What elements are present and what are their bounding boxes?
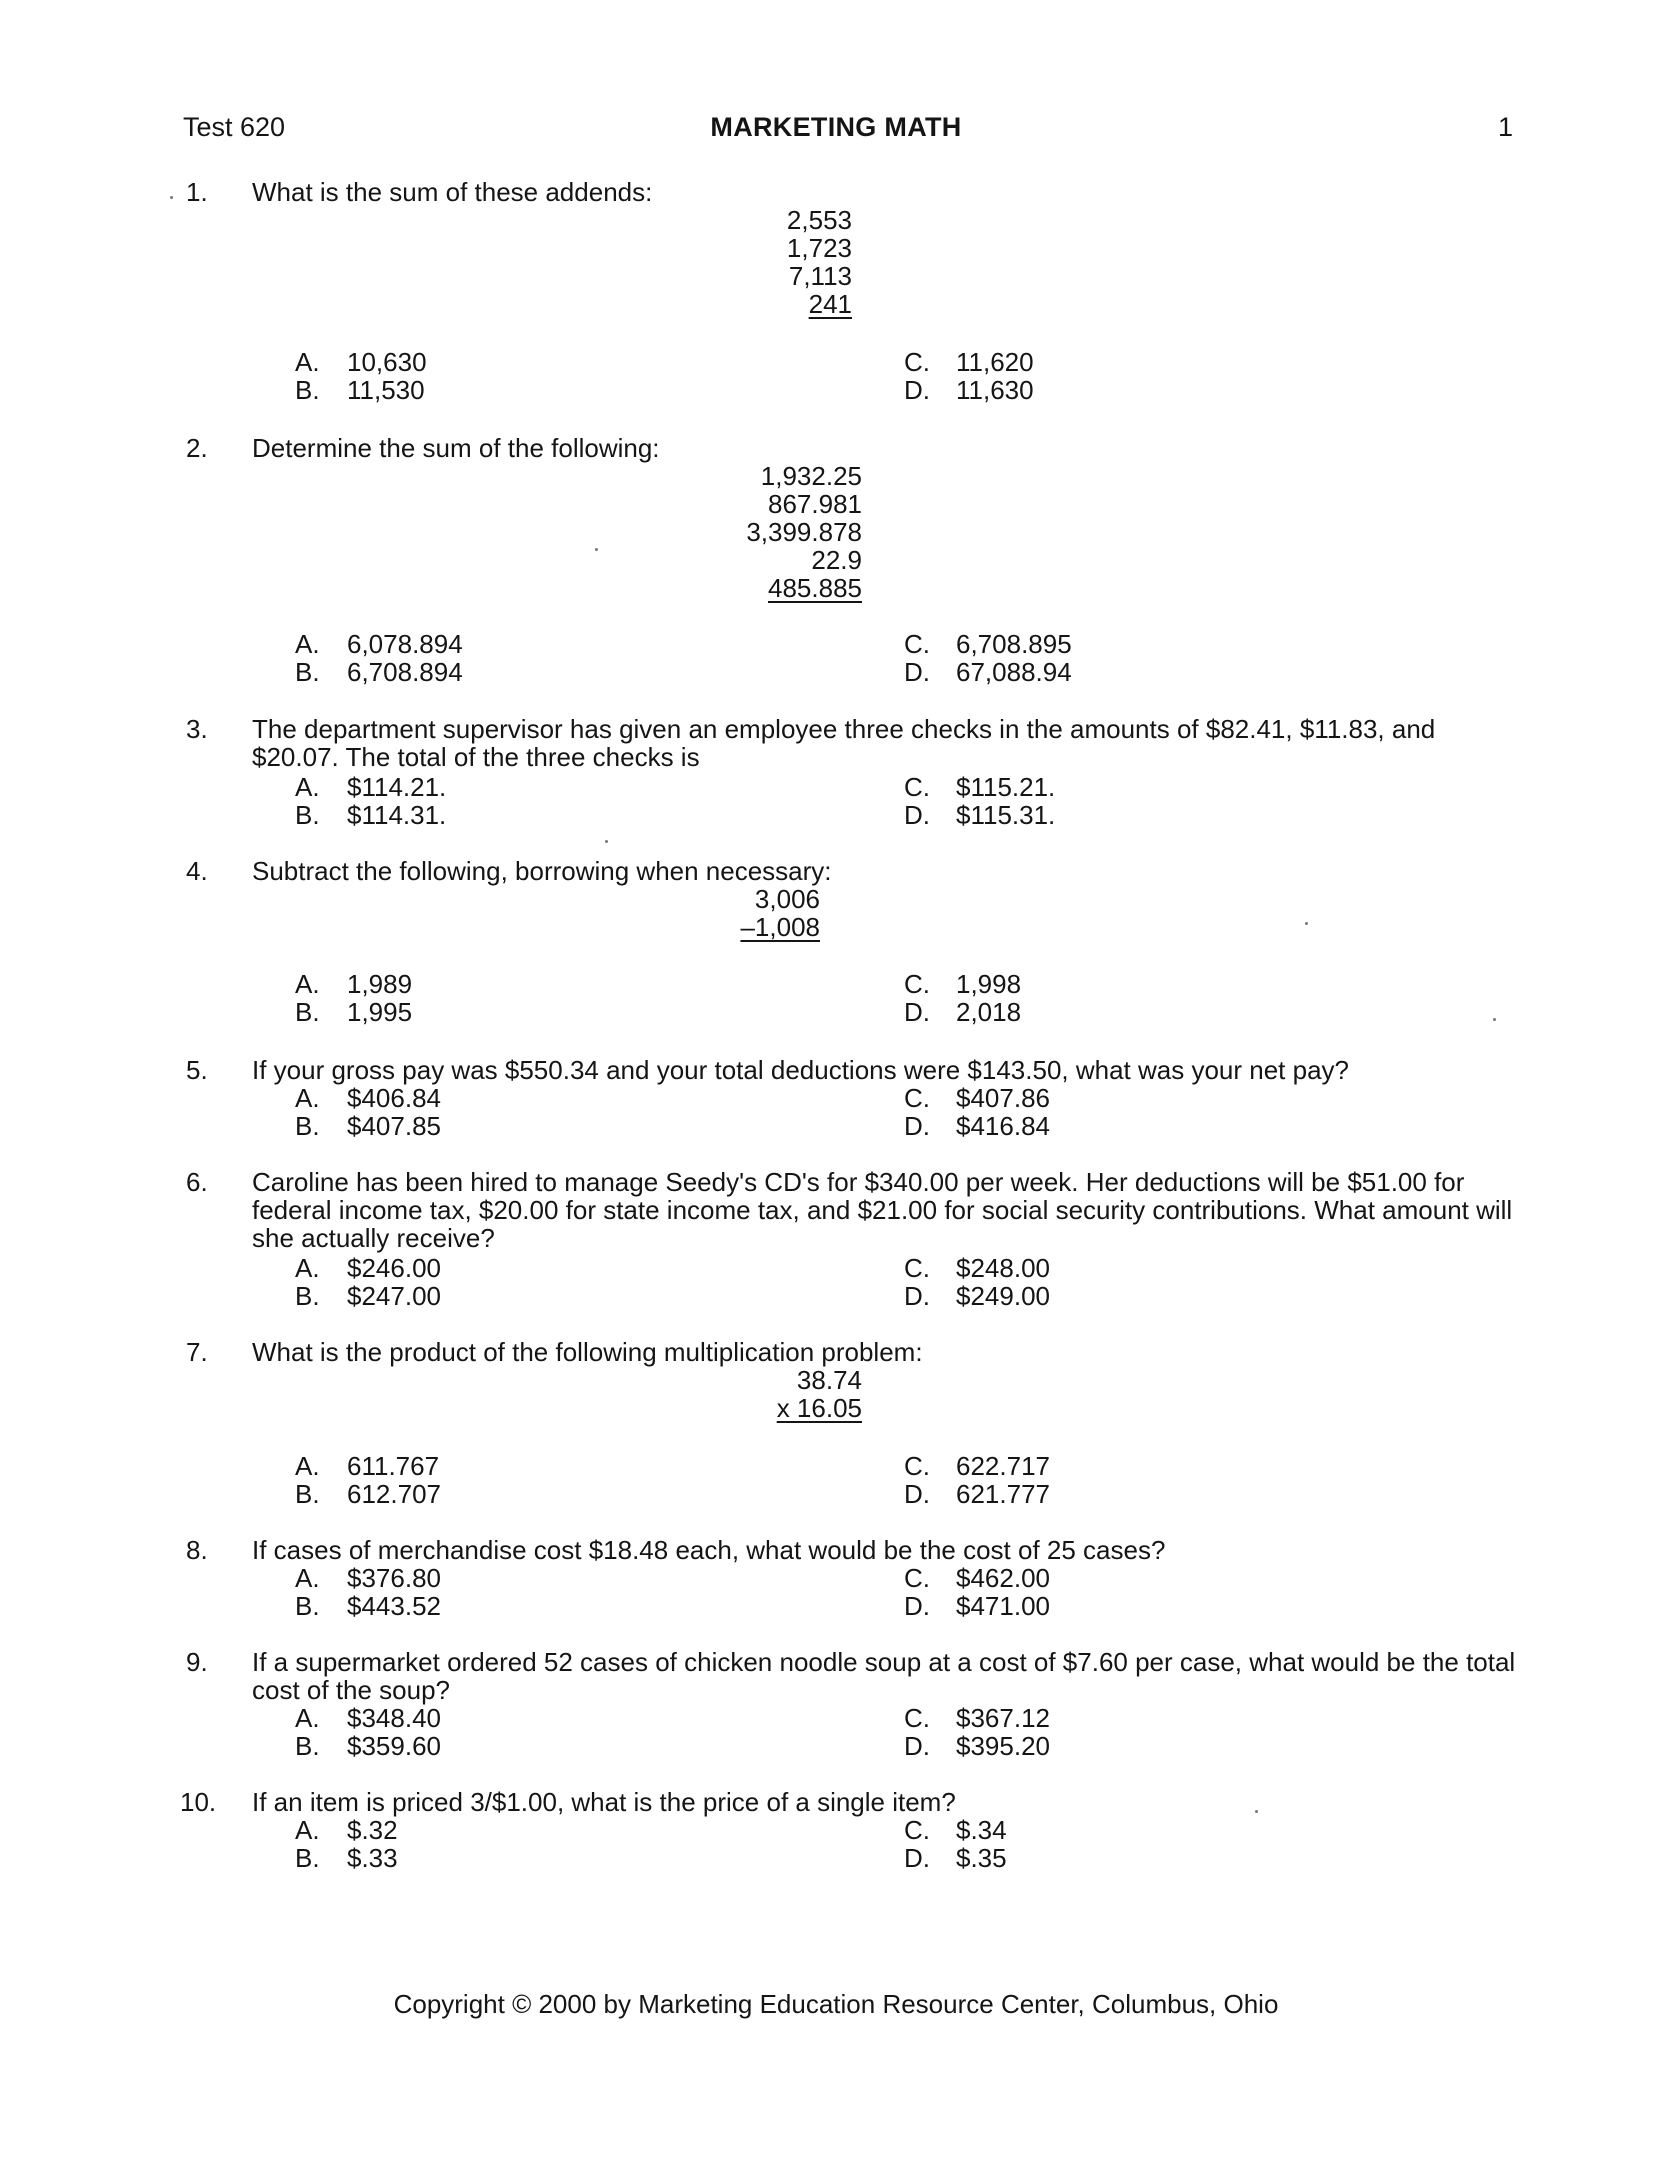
- option-value: 1,998: [956, 969, 1022, 999]
- option-c: C. 1,998: [904, 969, 1022, 999]
- question-text: The department supervisor has given an employee three checks in the amounts of $82.41, $11.83, and $20.07. The total of the three checks is: [252, 714, 1436, 772]
- copyright-footer: Copyright © 2000 by Marketing Education Resource Center, Columbus, Ohio: [393, 1989, 1279, 2019]
- subtraction-figure: [720, 885, 820, 941]
- figure-line: 1,932.25: [760, 461, 862, 491]
- option-value: 10,630: [347, 347, 427, 377]
- question-number: 5.: [186, 1055, 208, 1085]
- option-d: D. $.35: [904, 1843, 1007, 1873]
- question-text: What is the sum of these addends:: [252, 177, 653, 207]
- question-number: 10.: [180, 1787, 217, 1817]
- option-value: $248.00: [956, 1253, 1050, 1283]
- test-label: Test 620: [183, 112, 286, 142]
- option-b: B. 1,995: [295, 997, 413, 1027]
- question-text: Determine the sum of the following:: [252, 433, 660, 463]
- option-a: A. $376.80: [295, 1563, 441, 1593]
- option-value: $406.84: [347, 1083, 441, 1113]
- option-value: $114.31.: [347, 800, 447, 830]
- option-a: A. 6,078.894: [295, 629, 463, 659]
- option-value: $376.80: [347, 1563, 441, 1593]
- question-number: 3.: [186, 714, 208, 744]
- option-value: 6,708.895: [956, 629, 1072, 659]
- option-a: A. 1,989: [295, 969, 413, 999]
- question-text: Subtract the following, borrowing when necessary:: [252, 856, 832, 886]
- figure-line: x 16.05: [776, 1393, 862, 1423]
- multiplication-figure: [760, 1366, 862, 1422]
- option-value: $407.86: [956, 1083, 1050, 1113]
- option-value: $348.40: [347, 1703, 441, 1733]
- option-value: 6,708.894: [347, 657, 463, 687]
- question-text: If your gross pay was $550.34 and your total deductions were $143.50, what was your net pay?: [252, 1055, 1350, 1085]
- figure-line: 22.9: [811, 545, 862, 575]
- scan-speck: [170, 196, 173, 199]
- option-c: C. $248.00: [904, 1253, 1050, 1283]
- option-value: 1,989: [347, 969, 413, 999]
- option-value: $416.84: [956, 1111, 1050, 1141]
- option-value: $249.00: [956, 1281, 1050, 1311]
- option-c: C. 622.717: [904, 1451, 1050, 1481]
- option-value: $471.00: [956, 1591, 1050, 1621]
- option-value: 611.767: [347, 1451, 440, 1481]
- option-value: $443.52: [347, 1591, 441, 1621]
- page-title: MARKETING MATH: [710, 112, 962, 142]
- option-value: 11,620: [956, 347, 1034, 377]
- question-number: 4.: [186, 856, 208, 886]
- option-b: B. 612.707: [295, 1479, 441, 1509]
- option-value: 11,530: [347, 375, 425, 405]
- figure-line: 241: [808, 289, 852, 319]
- option-value: $247.00: [347, 1281, 441, 1311]
- figure-line: 3,006: [754, 884, 820, 914]
- option-value: 67,088.94: [956, 657, 1072, 687]
- option-d: D. $416.84: [904, 1111, 1050, 1141]
- question-number: 9.: [186, 1647, 208, 1677]
- figure-line: 485.885: [768, 573, 862, 603]
- option-b: B. 11,530: [295, 375, 425, 405]
- question-number: 6.: [186, 1167, 208, 1197]
- option-c: C. $115.21.: [904, 772, 1056, 802]
- question-number: 2.: [186, 433, 208, 463]
- option-d: D. 67,088.94: [904, 657, 1072, 687]
- option-value: $462.00: [956, 1563, 1050, 1593]
- question-text: If a supermarket ordered 52 cases of chicken noodle soup at a cost of $7.60 per case, what would be the total cost of the soup?: [252, 1647, 1516, 1705]
- figure-line: 1,723: [786, 233, 852, 263]
- option-value: $367.12: [956, 1703, 1050, 1733]
- option-value: $407.85: [347, 1111, 441, 1141]
- scan-speck: [605, 840, 608, 843]
- option-value: $115.31.: [956, 800, 1056, 830]
- option-c: C. $462.00: [904, 1563, 1050, 1593]
- option-d: D. $115.31.: [904, 800, 1056, 830]
- option-value: $359.60: [347, 1731, 441, 1761]
- option-value: $.34: [956, 1815, 1007, 1845]
- option-b: B. $443.52: [295, 1591, 441, 1621]
- option-a: A. $.32: [295, 1815, 398, 1845]
- question-number: 8.: [186, 1535, 208, 1565]
- page-number: 1: [1498, 112, 1514, 142]
- option-d: D. 2,018: [904, 997, 1022, 1027]
- question-text: If cases of merchandise cost $18.48 each, what would be the cost of 25 cases?: [252, 1535, 1166, 1565]
- option-a: A. $246.00: [295, 1253, 441, 1283]
- option-a: A. $406.84: [295, 1083, 441, 1113]
- option-value: $115.21.: [956, 772, 1056, 802]
- option-b: B. $.33: [295, 1843, 398, 1873]
- option-c: C. $367.12: [904, 1703, 1050, 1733]
- option-value: 2,018: [956, 997, 1022, 1027]
- option-value: $.35: [956, 1843, 1007, 1873]
- option-a: A. 10,630: [295, 347, 427, 377]
- option-b: B. $407.85: [295, 1111, 441, 1141]
- option-value: $395.20: [956, 1731, 1050, 1761]
- figure-line: 38.74: [796, 1365, 862, 1395]
- scan-speck: [595, 548, 598, 551]
- figure-line: 867.981: [768, 489, 862, 519]
- figure-line: –1,008: [740, 912, 820, 942]
- option-c: C. 6,708.895: [904, 629, 1072, 659]
- question-text: If an item is priced 3/$1.00, what is the price of a single item?: [252, 1787, 956, 1817]
- option-value: $.32: [347, 1815, 398, 1845]
- figure-line: 7,113: [788, 261, 852, 291]
- option-a: A. 611.767: [295, 1451, 440, 1481]
- option-value: $114.21.: [347, 772, 447, 802]
- option-b: B. $114.31.: [295, 800, 447, 830]
- question-number: 1.: [186, 177, 208, 207]
- option-d: D. $249.00: [904, 1281, 1050, 1311]
- option-b: B. $359.60: [295, 1731, 441, 1761]
- question-number: 7.: [186, 1337, 208, 1367]
- option-d: D. 621.777: [904, 1479, 1050, 1509]
- option-c: C. $.34: [904, 1815, 1007, 1845]
- scan-speck: [1493, 1018, 1496, 1021]
- scan-speck: [1255, 1810, 1258, 1813]
- option-c: C. $407.86: [904, 1083, 1050, 1113]
- option-b: B. $247.00: [295, 1281, 441, 1311]
- option-value: 612.707: [347, 1479, 441, 1509]
- option-d: D. $395.20: [904, 1731, 1050, 1761]
- option-value: $.33: [347, 1843, 398, 1873]
- question-text: What is the product of the following multiplication problem:: [252, 1337, 923, 1367]
- option-value: 621.777: [956, 1479, 1050, 1509]
- option-value: 6,078.894: [347, 629, 463, 659]
- option-d: D. $471.00: [904, 1591, 1050, 1621]
- scan-speck: [1305, 922, 1308, 925]
- option-b: B. 6,708.894: [295, 657, 463, 687]
- option-c: C. 11,620: [904, 347, 1034, 377]
- figure-line: 2,553: [786, 205, 852, 235]
- option-value: 1,995: [347, 997, 413, 1027]
- option-value: 11,630: [956, 375, 1034, 405]
- option-a: A. $348.40: [295, 1703, 441, 1733]
- figure-line: 3,399.878: [746, 517, 862, 547]
- option-value: $246.00: [347, 1253, 441, 1283]
- option-value: 622.717: [956, 1451, 1050, 1481]
- sum-figure: [720, 462, 862, 602]
- addends-figure: [760, 206, 852, 318]
- option-d: D. 11,630: [904, 375, 1034, 405]
- option-a: A. $114.21.: [295, 772, 447, 802]
- question-text: Caroline has been hired to manage Seedy's CD's for $340.00 per week. Her deductions will be $51.00 for federal income tax, $20.00 for state income tax, and $21.00 for social security contributions. What amount will she actually receive?: [252, 1167, 1513, 1253]
